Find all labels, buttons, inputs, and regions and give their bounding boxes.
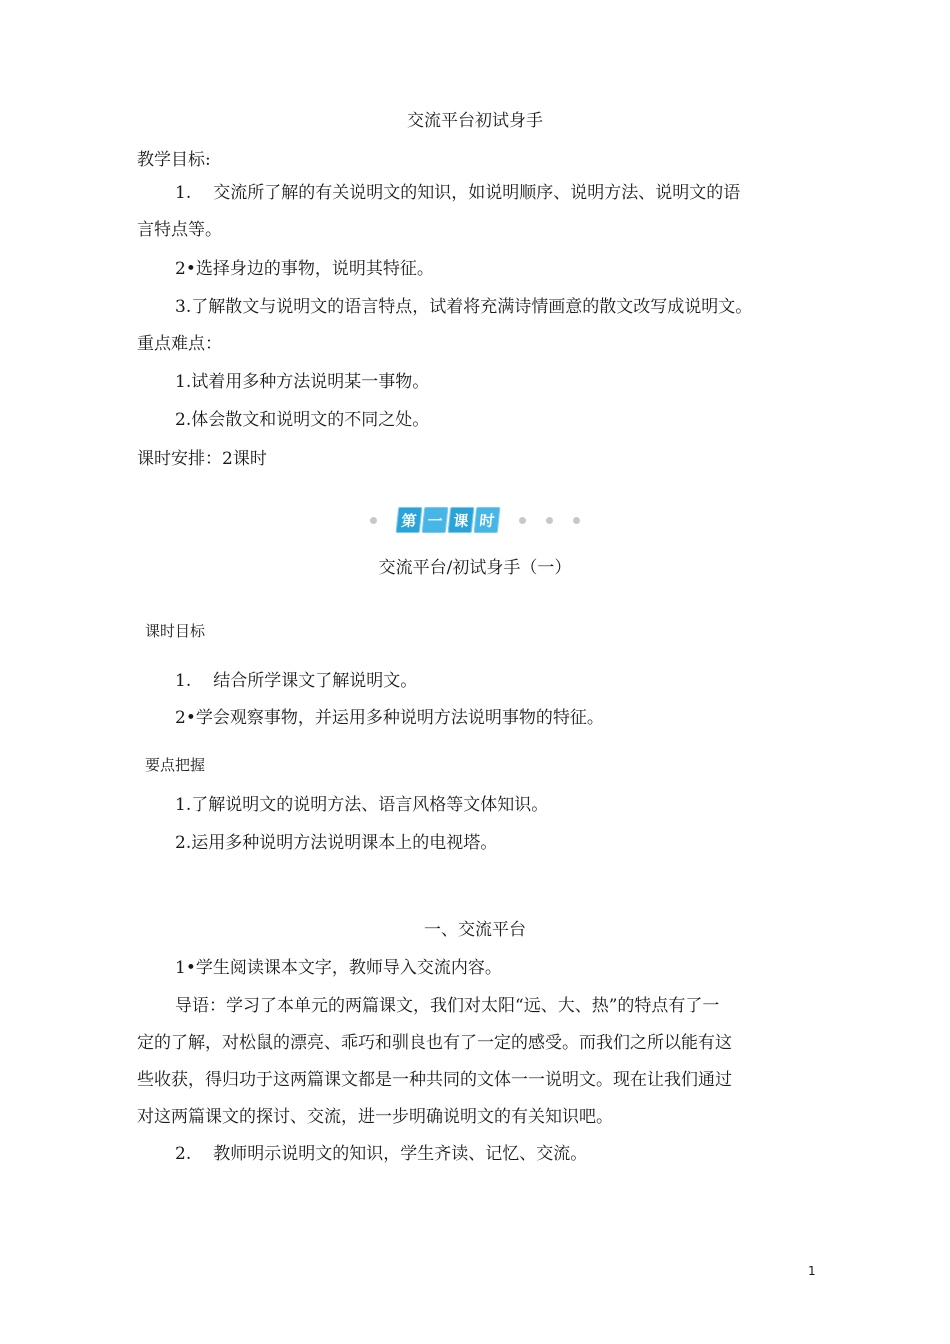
section-item-2 bbox=[175, 1143, 587, 1165]
lesson-title: 交流平台/初试身手（一） bbox=[378, 558, 572, 578]
lesson-badge-row bbox=[0, 506, 950, 534]
lesson-goal-1-number: 1. bbox=[175, 671, 192, 691]
intro-paragraph-line: 导语：学习了本单元的两篇课文，我们对太阳“远、大、热”的特点有了一 bbox=[175, 996, 720, 1016]
dot-icon bbox=[519, 517, 526, 524]
intro-paragraph-line: 定的了解，对松鼠的漂亮、乖巧和驯良也有了一定的感受。而我们之所以能有这 bbox=[137, 1033, 732, 1053]
goal-item-2: 2•选择身边的事物，说明其特征。 bbox=[175, 259, 434, 279]
intro-paragraph-line: 些收获，得归功于这两篇课文都是一种共同的文体一一说明文。现在让我们通过 bbox=[137, 1070, 732, 1090]
dot-icon bbox=[546, 517, 553, 524]
intro-paragraph-line: 对这两篇课文的探讨、交流，进一步明确说明文的有关知识吧。 bbox=[137, 1107, 613, 1127]
lesson-goal-1 bbox=[175, 670, 417, 692]
section-item-2-text: 教师明示说明文的知识，学生齐读、记忆、交流。 bbox=[213, 1144, 588, 1164]
goals-heading: 教学目标: bbox=[137, 150, 211, 170]
badge-tile: 一 bbox=[422, 507, 449, 533]
goal-item-1 bbox=[175, 182, 740, 204]
page-number: 1 bbox=[808, 1264, 816, 1278]
goal-item-1-number: 1. bbox=[175, 183, 192, 203]
schedule-line: 课时安排：2课时 bbox=[137, 449, 267, 469]
point-item-1: 1.了解说明文的说明方法、语言风格等文体知识。 bbox=[175, 795, 549, 815]
section-item-2-number: 2. bbox=[175, 1144, 192, 1164]
points-heading: 要点把握 bbox=[145, 756, 206, 774]
key-points-heading: 重点难点： bbox=[137, 334, 222, 354]
key-item-1: 1.试着用多种方法说明某一事物。 bbox=[175, 372, 430, 392]
dot-icon bbox=[370, 517, 377, 524]
section-title: 一、交流平台 bbox=[424, 920, 526, 940]
goal-item-3: 3.了解散文与说明文的语言特点，试着将充满诗情画意的散文改写成说明文。 bbox=[175, 297, 753, 317]
goal-item-1-continuation: 言特点等。 bbox=[137, 220, 222, 240]
badge-tile: 课 bbox=[448, 507, 475, 533]
document-title: 交流平台初试身手 bbox=[407, 111, 543, 131]
badge-tile: 时 bbox=[474, 507, 501, 533]
point-item-2: 2.运用多种说明方法说明课本上的电视塔。 bbox=[175, 833, 498, 853]
badge-tile: 第 bbox=[396, 507, 423, 533]
lesson-badge bbox=[397, 507, 499, 533]
goal-item-1-text: 交流所了解的有关说明文的知识，如说明顺序、说明方法、说明文的语 bbox=[213, 183, 741, 203]
lesson-goals-heading: 课时目标 bbox=[145, 622, 206, 640]
section-item-1: 1•学生阅读课本文字，教师导入交流内容。 bbox=[175, 958, 502, 978]
lesson-goal-2: 2•学会观察事物，并运用多种说明方法说明事物的特征。 bbox=[175, 708, 604, 728]
dot-icon bbox=[573, 517, 580, 524]
key-item-2: 2.体会散文和说明文的不同之处。 bbox=[175, 410, 430, 430]
lesson-goal-1-text: 结合所学课文了解说明文。 bbox=[213, 671, 418, 691]
